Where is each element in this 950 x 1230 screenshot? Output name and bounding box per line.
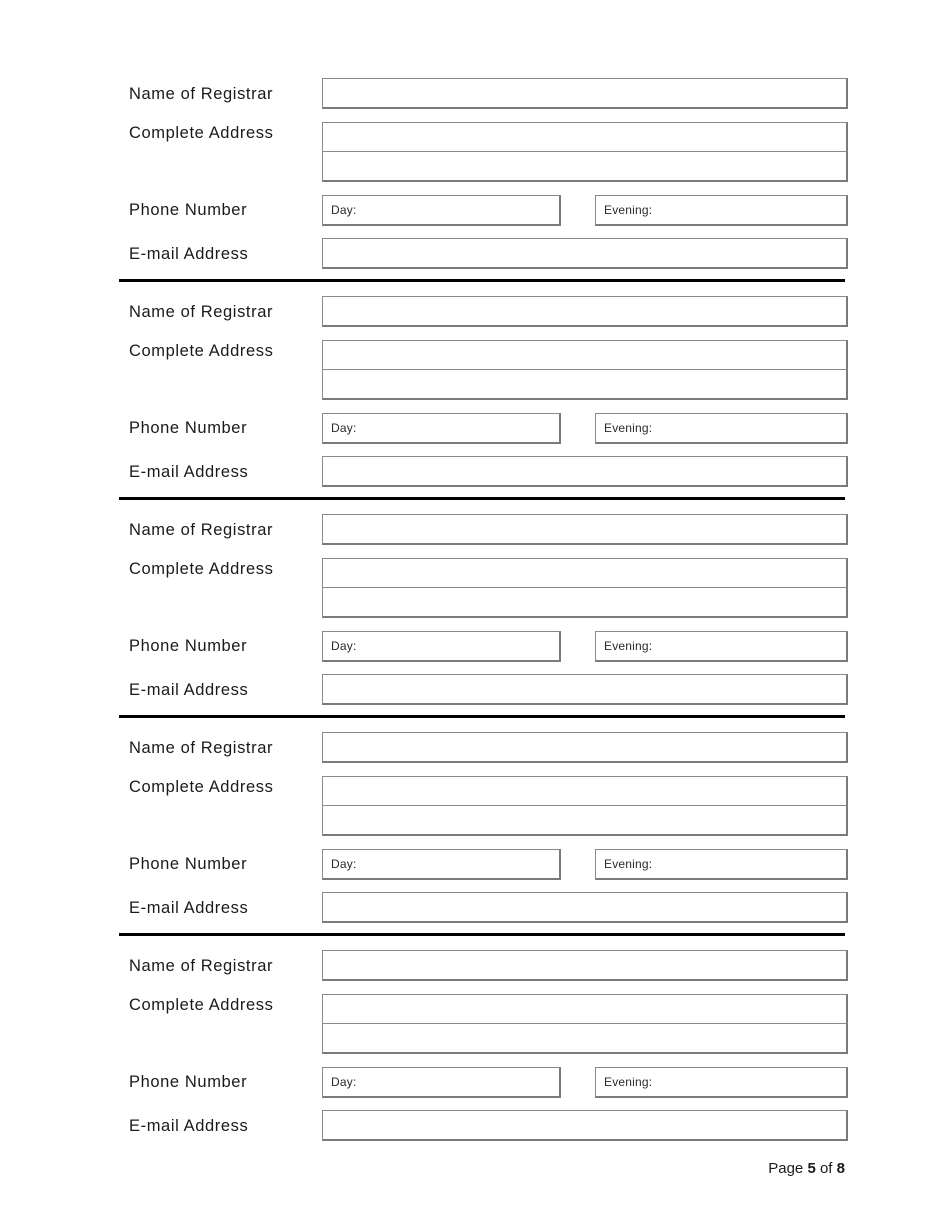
evening-label: Evening:	[604, 857, 653, 871]
registrar-name-label: Name of Registrar	[129, 303, 274, 321]
address-label: Complete Address	[129, 560, 274, 578]
registrar-name-label: Name of Registrar	[129, 957, 274, 975]
evening-label: Evening:	[604, 1075, 653, 1089]
address-line2-field[interactable]	[322, 151, 848, 182]
address-line2-field[interactable]	[322, 369, 848, 400]
evening-label: Evening:	[604, 639, 653, 653]
registrar-entry	[0, 654, 950, 917]
day-label: Day:	[331, 421, 357, 435]
registrar-entry	[0, 436, 950, 699]
registrar-name-field[interactable]	[322, 514, 848, 545]
phone-label: Phone Number	[129, 419, 248, 437]
registrar-name-field[interactable]	[322, 950, 848, 981]
email-label: E-mail Address	[129, 245, 249, 263]
address-line1-field[interactable]	[322, 994, 848, 1025]
registrar-name-label: Name of Registrar	[129, 739, 274, 757]
evening-label: Evening:	[604, 203, 653, 217]
day-label: Day:	[331, 857, 357, 871]
page-word: Page	[768, 1160, 804, 1177]
phone-label: Phone Number	[129, 201, 248, 219]
registrar-name-field[interactable]	[322, 296, 848, 327]
email-label: E-mail Address	[129, 899, 249, 917]
of-word: of	[819, 1160, 833, 1177]
address-line1-field[interactable]	[322, 776, 848, 807]
email-label: E-mail Address	[129, 681, 249, 699]
email-label: E-mail Address	[129, 463, 249, 481]
day-label: Day:	[331, 639, 357, 653]
evening-label: Evening:	[604, 421, 653, 435]
address-line1-field[interactable]	[322, 340, 848, 371]
phone-label: Phone Number	[129, 1073, 248, 1091]
registrar-name-label: Name of Registrar	[129, 521, 274, 539]
registrar-entry	[0, 0, 950, 263]
registrar-name-label: Name of Registrar	[129, 85, 274, 103]
phone-evening-field[interactable]	[595, 1067, 848, 1098]
address-line1-field[interactable]	[322, 558, 848, 589]
phone-day-field[interactable]	[322, 1067, 561, 1098]
email-label: E-mail Address	[129, 1117, 249, 1135]
address-label: Complete Address	[129, 124, 274, 142]
registrar-entry	[0, 218, 950, 481]
email-field[interactable]	[322, 1110, 848, 1141]
registrar-name-field[interactable]	[322, 78, 848, 109]
address-line2-field[interactable]	[322, 805, 848, 836]
current-page: 5	[807, 1160, 816, 1177]
address-line1-field[interactable]	[322, 122, 848, 153]
phone-label: Phone Number	[129, 637, 248, 655]
address-line2-field[interactable]	[322, 587, 848, 618]
address-label: Complete Address	[129, 778, 274, 796]
day-label: Day:	[331, 203, 357, 217]
address-line2-field[interactable]	[322, 1023, 848, 1054]
phone-label: Phone Number	[129, 855, 248, 873]
registrar-entry	[0, 872, 950, 1135]
registrar-name-field[interactable]	[322, 732, 848, 763]
page-number	[768, 1160, 845, 1177]
day-label: Day:	[331, 1075, 357, 1089]
total-pages: 8	[836, 1160, 845, 1177]
address-label: Complete Address	[129, 996, 274, 1014]
address-label: Complete Address	[129, 342, 274, 360]
